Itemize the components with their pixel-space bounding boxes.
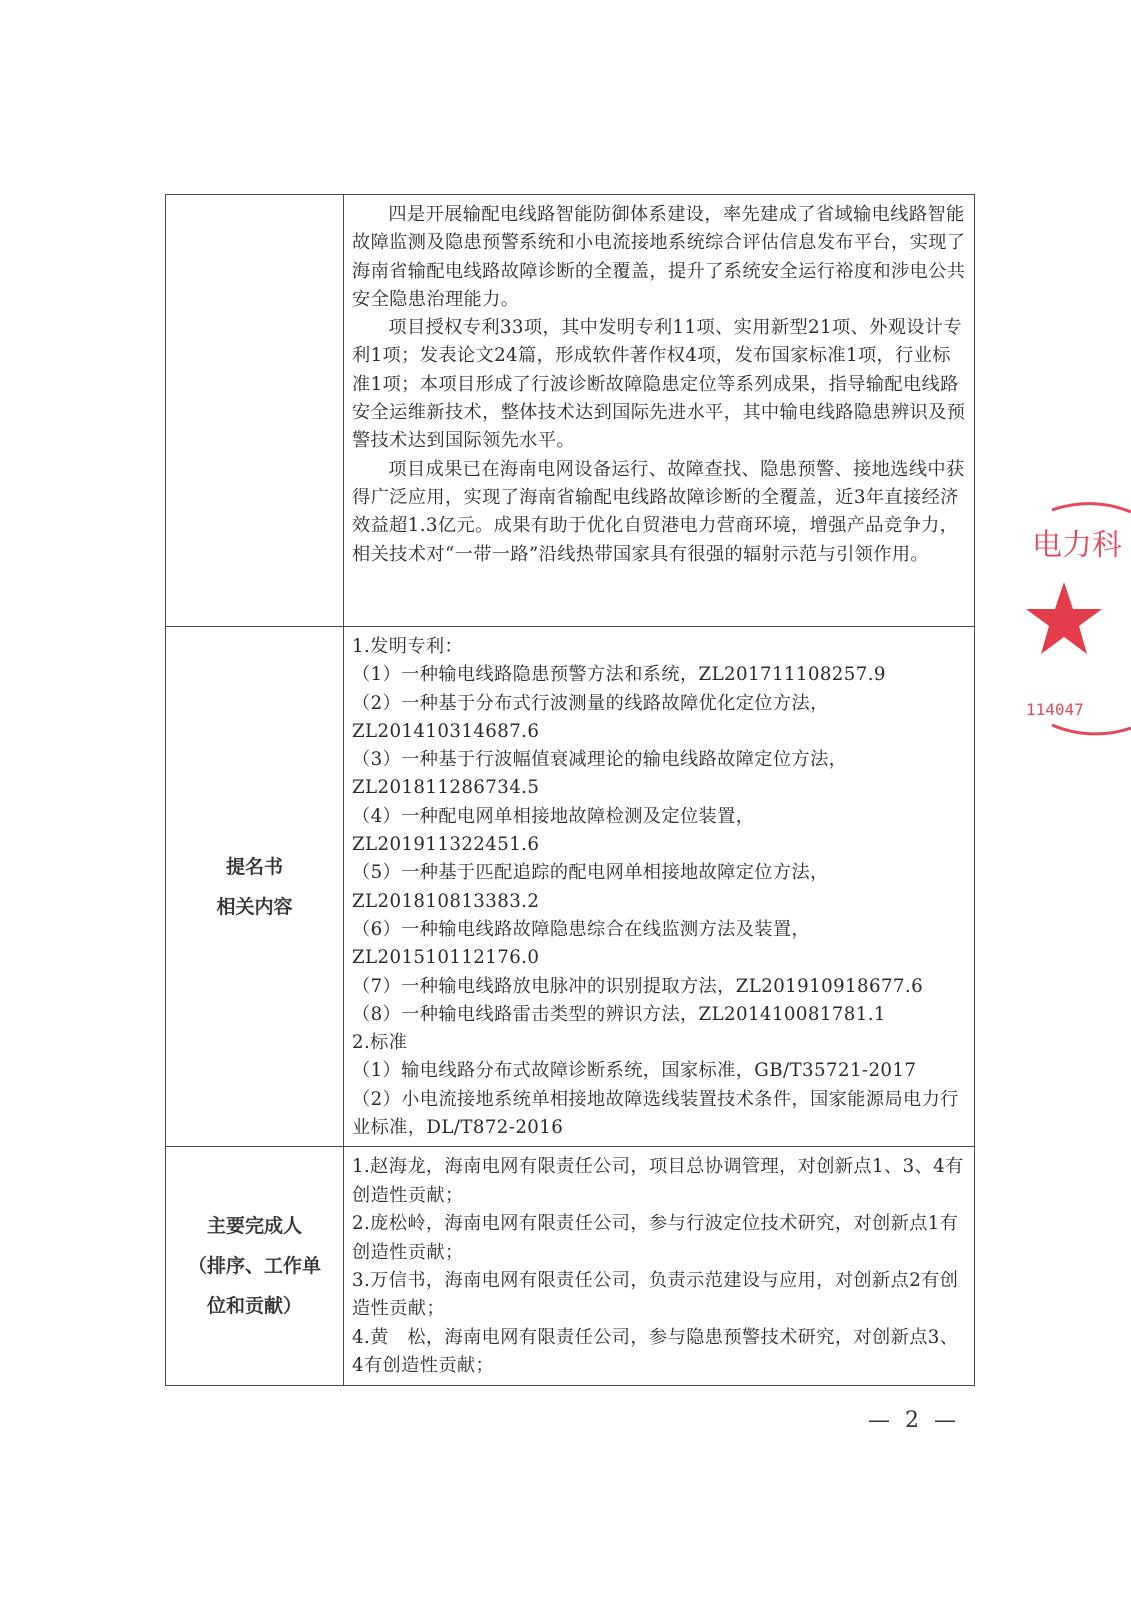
patent-title: （3）一种基于行波幅值衰减理论的输电线路故障定位方法， bbox=[352, 749, 848, 771]
patent-number: ZL201510112176.0 bbox=[352, 947, 540, 969]
summary-paragraph: 项目授权专利33项，其中发明专利11项、实用新型21项、外观设计专利1项；发表论文24篇，形成软件著作权4项，发布国家标准1项，行业标准1项；本项目形成了行波诊断故障隐患定位等系列成果，指导输配电线路安全运维新技术，整体技术达到国际先进水平，其中输电线路隐患辨识及预警技术达到国际领先水平。 bbox=[352, 317, 966, 452]
patent-title: （1）一种输电线路隐患预警方法和系统，ZL201711108257.9 bbox=[352, 664, 886, 686]
summary-content-cell bbox=[344, 195, 975, 627]
contributor-item: 1.赵海龙，海南电网有限责任公司，项目总协调管理，对创新点1、3、4有创造性贡献； bbox=[352, 1156, 964, 1206]
contributors-label: 主要完成人 bbox=[206, 1214, 302, 1237]
contributors-row bbox=[166, 1147, 975, 1385]
patent-title: （4）一种配电网单相接地故障检测及定位装置， bbox=[352, 805, 755, 827]
contributors-label: 位和贡献） bbox=[206, 1294, 302, 1317]
summary-paragraph: 项目成果已在海南电网设备运行、故障查找、隐患预警、接地选线中获得广泛应用，实现了海南省输配电线路故障诊断的全覆盖，近3年直接经济效益超1.3亿元。成果有助于优化自贸港电力营商环境，增强产品竞争力，相关技术对“一带一路”沿线热带国家具有很强的辐射示范与引领作用。 bbox=[352, 458, 965, 565]
patent-number: ZL201810813383.2 bbox=[352, 890, 540, 912]
summary-paragraph: 四是开展输配电线路智能防御体系建设，率先建成了省域输电线路智能故障监测及隐患预警系统和小电流接地系统综合评估信息发布平台，实现了海南省输配电线路故障诊断的全覆盖，提升了系统安全运行裕度和涉电公共安全隐患治理能力。 bbox=[352, 204, 966, 310]
nomination-label-cell bbox=[166, 627, 344, 1147]
patent-title: （6）一种输电线路故障隐患综合在线监测方法及装置， bbox=[352, 918, 811, 940]
nomination-label: 相关内容 bbox=[216, 895, 293, 918]
summary-row bbox=[166, 195, 975, 627]
patent-title: （5）一种基于匹配追踪的配电网单相接地故障定位方法， bbox=[352, 862, 829, 884]
patent-title: （7）一种输电线路放电脉冲的识别提取方法，ZL201910918677.6 bbox=[352, 975, 924, 997]
contributor-item: 2.庞松岭，海南电网有限责任公司，参与行波定位技术研究，对创新点1有创造性贡献； bbox=[352, 1213, 959, 1263]
page-number: — 2 — bbox=[868, 1408, 960, 1433]
patent-title: （8）一种输电线路雷击类型的辨识方法，ZL201410081781.1 bbox=[352, 1003, 886, 1025]
summary-label-cell bbox=[166, 195, 344, 627]
standard-item: （1）输电线路分布式故障诊断系统，国家标准，GB/T35721-2017 bbox=[352, 1060, 917, 1082]
contributor-item: 3.万信书，海南电网有限责任公司，负责示范建设与应用，对创新点2有创造性贡献； bbox=[352, 1269, 959, 1320]
patent-number: ZL201410314687.6 bbox=[352, 720, 540, 742]
contributors-content-cell bbox=[344, 1147, 975, 1385]
patent-number: ZL201811286734.5 bbox=[352, 777, 540, 799]
patent-title: （2）一种基于分布式行波测量的线路故障优化定位方法， bbox=[352, 692, 829, 714]
star-icon bbox=[1026, 582, 1102, 654]
contributor-item: 4.黄 松，海南电网有限责任公司，参与隐患预警技术研究，对创新点3、4有创造性贡献； bbox=[352, 1326, 959, 1377]
patents-heading: 1.发明专利： bbox=[352, 636, 464, 657]
nomination-table bbox=[165, 194, 975, 1386]
contributors-label: （排序、工作单 bbox=[187, 1254, 321, 1277]
nomination-row bbox=[166, 627, 975, 1147]
nomination-content-cell bbox=[344, 627, 975, 1147]
stamp-text-top: 电力科 bbox=[1032, 528, 1122, 563]
stamp-text-bottom: 114047 bbox=[1026, 700, 1084, 719]
standards-heading: 2.标准 bbox=[352, 1032, 408, 1054]
standard-item: （2）小电流接地系统单相接地故障选线装置技术条件，国家能源局电力行业标准，DL/T872-2016 bbox=[352, 1088, 959, 1139]
nomination-label: 提名书 bbox=[225, 855, 283, 878]
patent-number: ZL201911322451.6 bbox=[352, 834, 540, 856]
official-seal-stamp bbox=[1022, 500, 1131, 740]
contributors-label-cell bbox=[166, 1147, 344, 1385]
